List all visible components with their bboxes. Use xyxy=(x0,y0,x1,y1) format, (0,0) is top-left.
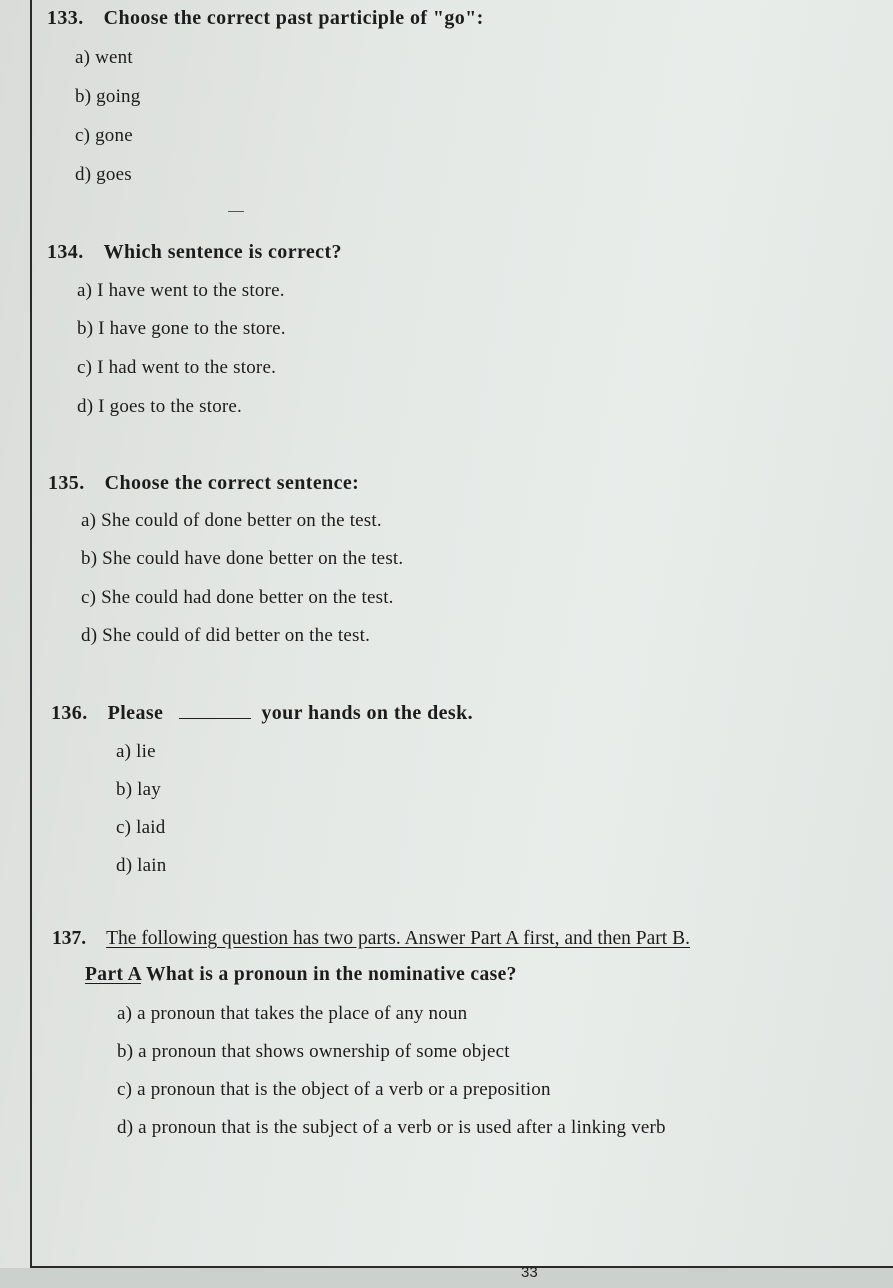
option-135-a: a) She could of done better on the test. xyxy=(81,510,382,531)
option-133-a: a) went xyxy=(75,47,133,68)
page-bottom-edge xyxy=(0,1268,893,1288)
bottom-border-line xyxy=(30,1266,893,1268)
option-137-a: a) a pronoun that takes the place of any noun xyxy=(117,1003,468,1024)
option-136-c: c) laid xyxy=(116,817,166,838)
question-134 xyxy=(47,241,342,264)
option-134-d: d) I goes to the store. xyxy=(77,396,243,417)
question-text: Choose the correct past participle of "go": xyxy=(103,7,484,29)
question-text-after: your hands on the desk. xyxy=(261,702,474,724)
option-133-c: c) gone xyxy=(75,125,133,146)
stray-mark xyxy=(228,211,244,212)
option-134-b: b) I have gone to the store. xyxy=(77,318,286,339)
part-a-heading xyxy=(85,964,517,986)
question-136 xyxy=(51,702,473,725)
part-a-text: What is a pronoun in the nominative case? xyxy=(145,964,517,985)
option-135-b: b) She could have done better on the test. xyxy=(81,548,404,569)
question-135 xyxy=(48,472,359,495)
option-137-d: d) a pronoun that is the subject of a verb or is used after a linking verb xyxy=(117,1117,666,1138)
question-number: 136. xyxy=(51,702,88,724)
page-number: 33 xyxy=(521,1264,538,1281)
option-137-c: c) a pronoun that is the object of a verb or a preposition xyxy=(117,1079,551,1100)
question-number: 135. xyxy=(48,472,85,494)
question-text: Choose the correct sentence: xyxy=(104,472,360,494)
question-137 xyxy=(52,928,690,950)
option-134-c: c) I had went to the store. xyxy=(77,357,277,378)
option-136-b: b) lay xyxy=(116,779,161,800)
question-text: Which sentence is correct? xyxy=(103,241,342,263)
question-number: 137. xyxy=(52,928,87,949)
question-number: 133. xyxy=(47,7,84,29)
option-133-d: d) goes xyxy=(75,164,132,185)
option-136-d: d) lain xyxy=(116,855,167,876)
option-133-b: b) going xyxy=(75,86,141,107)
option-136-a: a) lie xyxy=(116,741,156,762)
part-a-label: Part A xyxy=(85,964,142,985)
option-135-d: d) She could of did better on the test. xyxy=(81,625,371,646)
option-135-c: c) She could had done better on the test. xyxy=(81,587,394,608)
question-text: The following question has two parts. Answer Part A first, and then Part B. xyxy=(106,928,690,949)
question-number: 134. xyxy=(47,241,84,263)
question-text-before: Please xyxy=(107,702,164,724)
option-137-b: b) a pronoun that shows ownership of some object xyxy=(117,1041,510,1062)
question-133 xyxy=(47,7,484,30)
left-border-line xyxy=(30,0,32,1268)
option-134-a: a) I have went to the store. xyxy=(77,280,285,301)
answer-blank xyxy=(179,704,251,719)
